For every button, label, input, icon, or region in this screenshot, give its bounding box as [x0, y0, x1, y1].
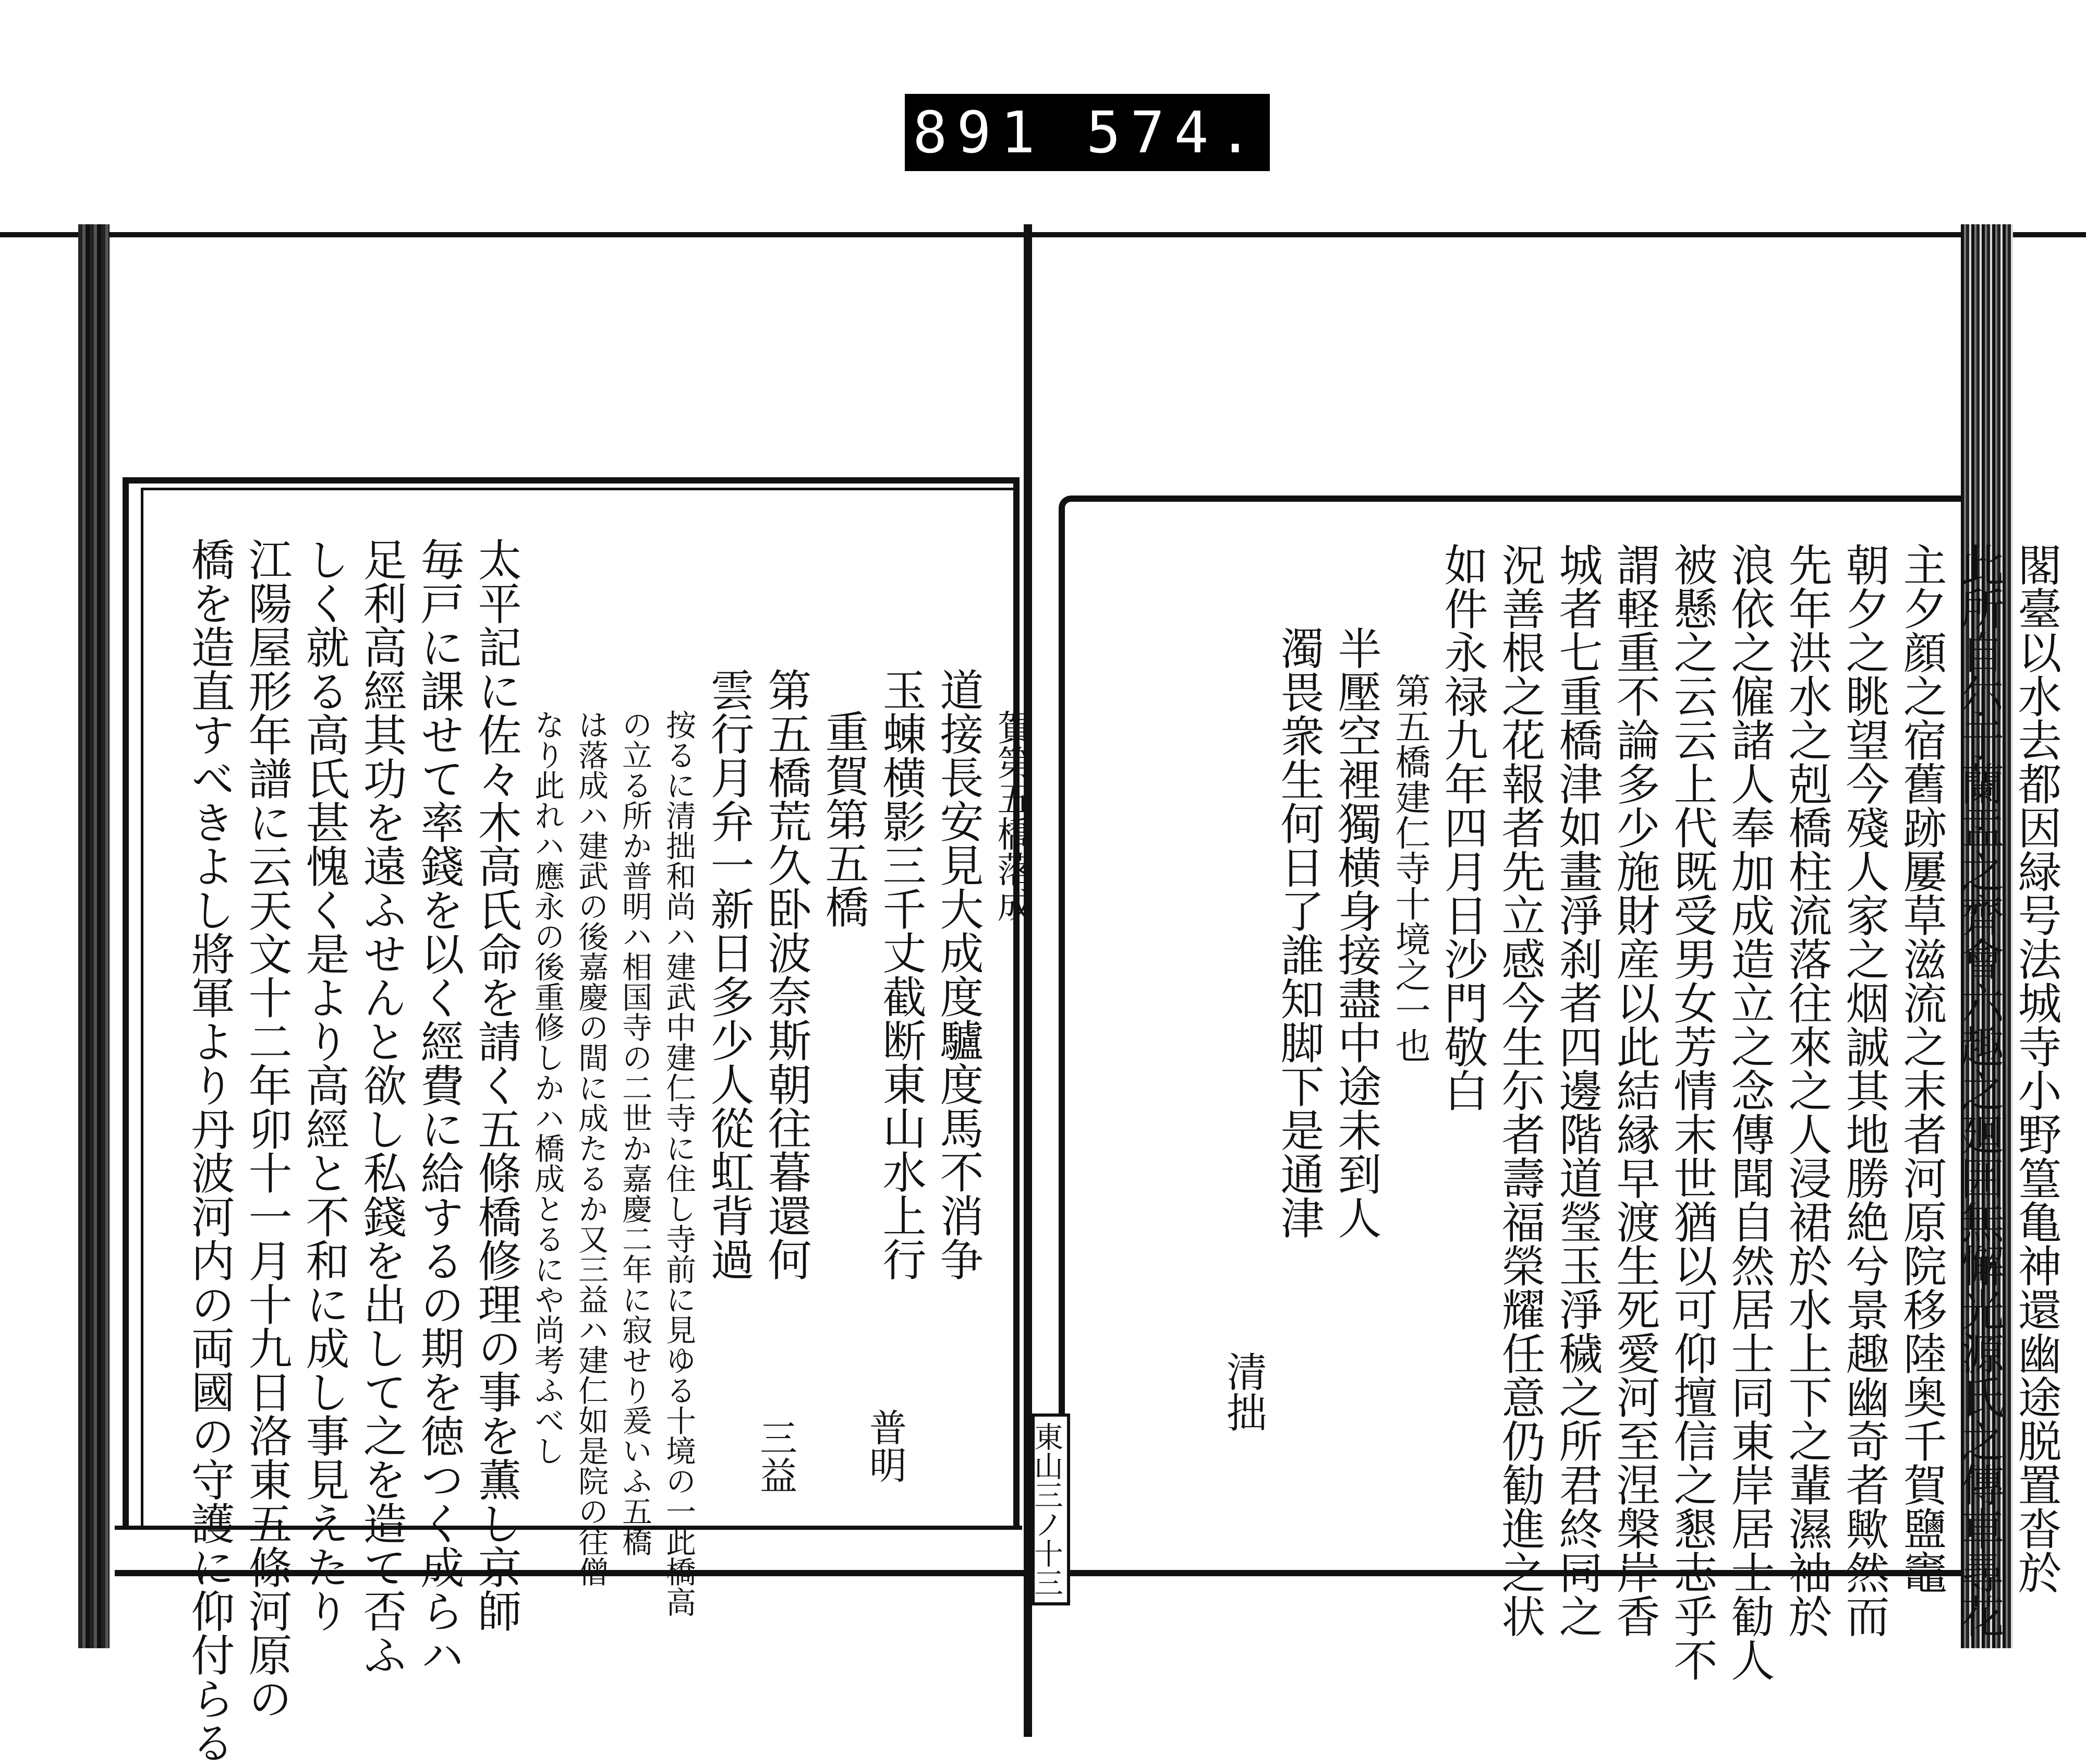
poem-author: 三益 [754, 1419, 797, 1494]
poem-title: 重賀第五橋 [818, 709, 869, 928]
commentary-line: は落成ハ建武の後嘉慶の間に成たるか又三益ハ建仁如是院の往僧 [573, 709, 609, 1587]
poem-title: 第五橋建仁寺十境之一也 [1389, 673, 1430, 1063]
catalog-label [905, 94, 1270, 171]
text-column: 被懸之云云上代既受男女芳情末世猶以可仰擅信之懇志乎不 [1667, 542, 1718, 1682]
top-rule [0, 232, 2086, 237]
left-page-edge [78, 224, 110, 1648]
text-column: 江陽屋形年譜に云天文十二年卯十一月十九日洛東五條河原の [241, 537, 293, 1720]
commentary-line: なり此れハ應永の後重修しかハ橋成とるにや尚考ふべし [529, 709, 565, 1466]
poem-line: 濁畏衆生何日了誰知脚下是通津 [1274, 626, 1325, 1239]
commentary-line: の立る所か普明ハ相国寺の二世か嘉慶二年に寂せり爰いふ五橋 [617, 709, 652, 1556]
text-column: 謂軽重不論多少施財産以此結縁早渡生死愛河至涅槃岸香 [1609, 542, 1660, 1638]
text-column: 足利高經其功を遠ふせんと欲し私錢を出して之を造て否ふ [356, 537, 407, 1676]
poem-author: 普明 [863, 1408, 907, 1483]
commentary-line: 按るに清拙和尚ハ建武中建仁寺に住し寺前に見ゆる十境の一此橋高 [661, 709, 696, 1617]
text-column: 閣臺以水去都因緑号法城寺小野篁亀神還幽途脱置沓於 [2011, 542, 2062, 1594]
poem-author: 清拙 [1220, 1351, 1267, 1432]
poem-line: 玉蝀横影三千丈截断東山水上行 [876, 668, 927, 1281]
poem-line: 第五橋荒久卧波奈斯朝往暮還何 [761, 668, 812, 1281]
left-page-text [184, 537, 1033, 1764]
poem-line: 雲行月弁一新日多少人從虹背過 [704, 668, 755, 1281]
poem-line: 道接長安見大成度驢度馬不消争 [933, 668, 984, 1281]
catalog-number-right: 574. [1086, 99, 1262, 166]
text-column: 毎戸に課せて率錢を以く經費に給するの期を徳つく成らハ [414, 537, 465, 1676]
text-column: しく就る高氏甚愧く是より高經と不和に成し事見えたり [299, 537, 350, 1633]
catalog-number-left: 891 [913, 99, 1045, 166]
text-column: 況善根之花報者先立感今生尓者壽福榮耀任意仍勧進之状 [1495, 542, 1546, 1638]
text-column: 先年洪水之剋橋柱流落往來之人浸裙於水上下之輩濕袖於 [1781, 542, 1833, 1638]
right-page-text [1220, 542, 2062, 1682]
page-folio: 東山三ノ十三 [1032, 1413, 1070, 1605]
poem-title: 賀第五橋落成 [991, 709, 1033, 922]
text-column: 此所自尓于蘭盂之齊會六趣之廻囲無懈光源氏之傳車尋花 [1954, 542, 2005, 1638]
text-column: 朝夕之眺望今殘人家之烟誠其地勝絶兮景趣幽奇者歟然而 [1839, 542, 1890, 1638]
poem-line: 半壓空裡獨横身接盡中途未到人 [1331, 626, 1382, 1239]
text-column: 如件永禄九年四月日沙門敬白 [1437, 542, 1488, 1112]
text-column: 橋を造直すべきよし將軍より丹波河内の両國の守護に仰付らる [184, 537, 235, 1764]
text-column: 太平記に佐々木高氏命を請く五條橋修理の事を薫し京師 [471, 537, 522, 1633]
text-column: 主夕顔之宿舊跡屢草滋流之末者河原院移陸奥千賀鹽竈 [1896, 542, 1947, 1594]
text-column: 浪依之僱諸人奉加成造立之念傳聞自然居士同東岸居士勧人 [1724, 542, 1775, 1682]
text-column: 城者七重橋津如畫淨刹者四邊階道瑩玉淨穢之所君終同之 [1552, 542, 1603, 1638]
